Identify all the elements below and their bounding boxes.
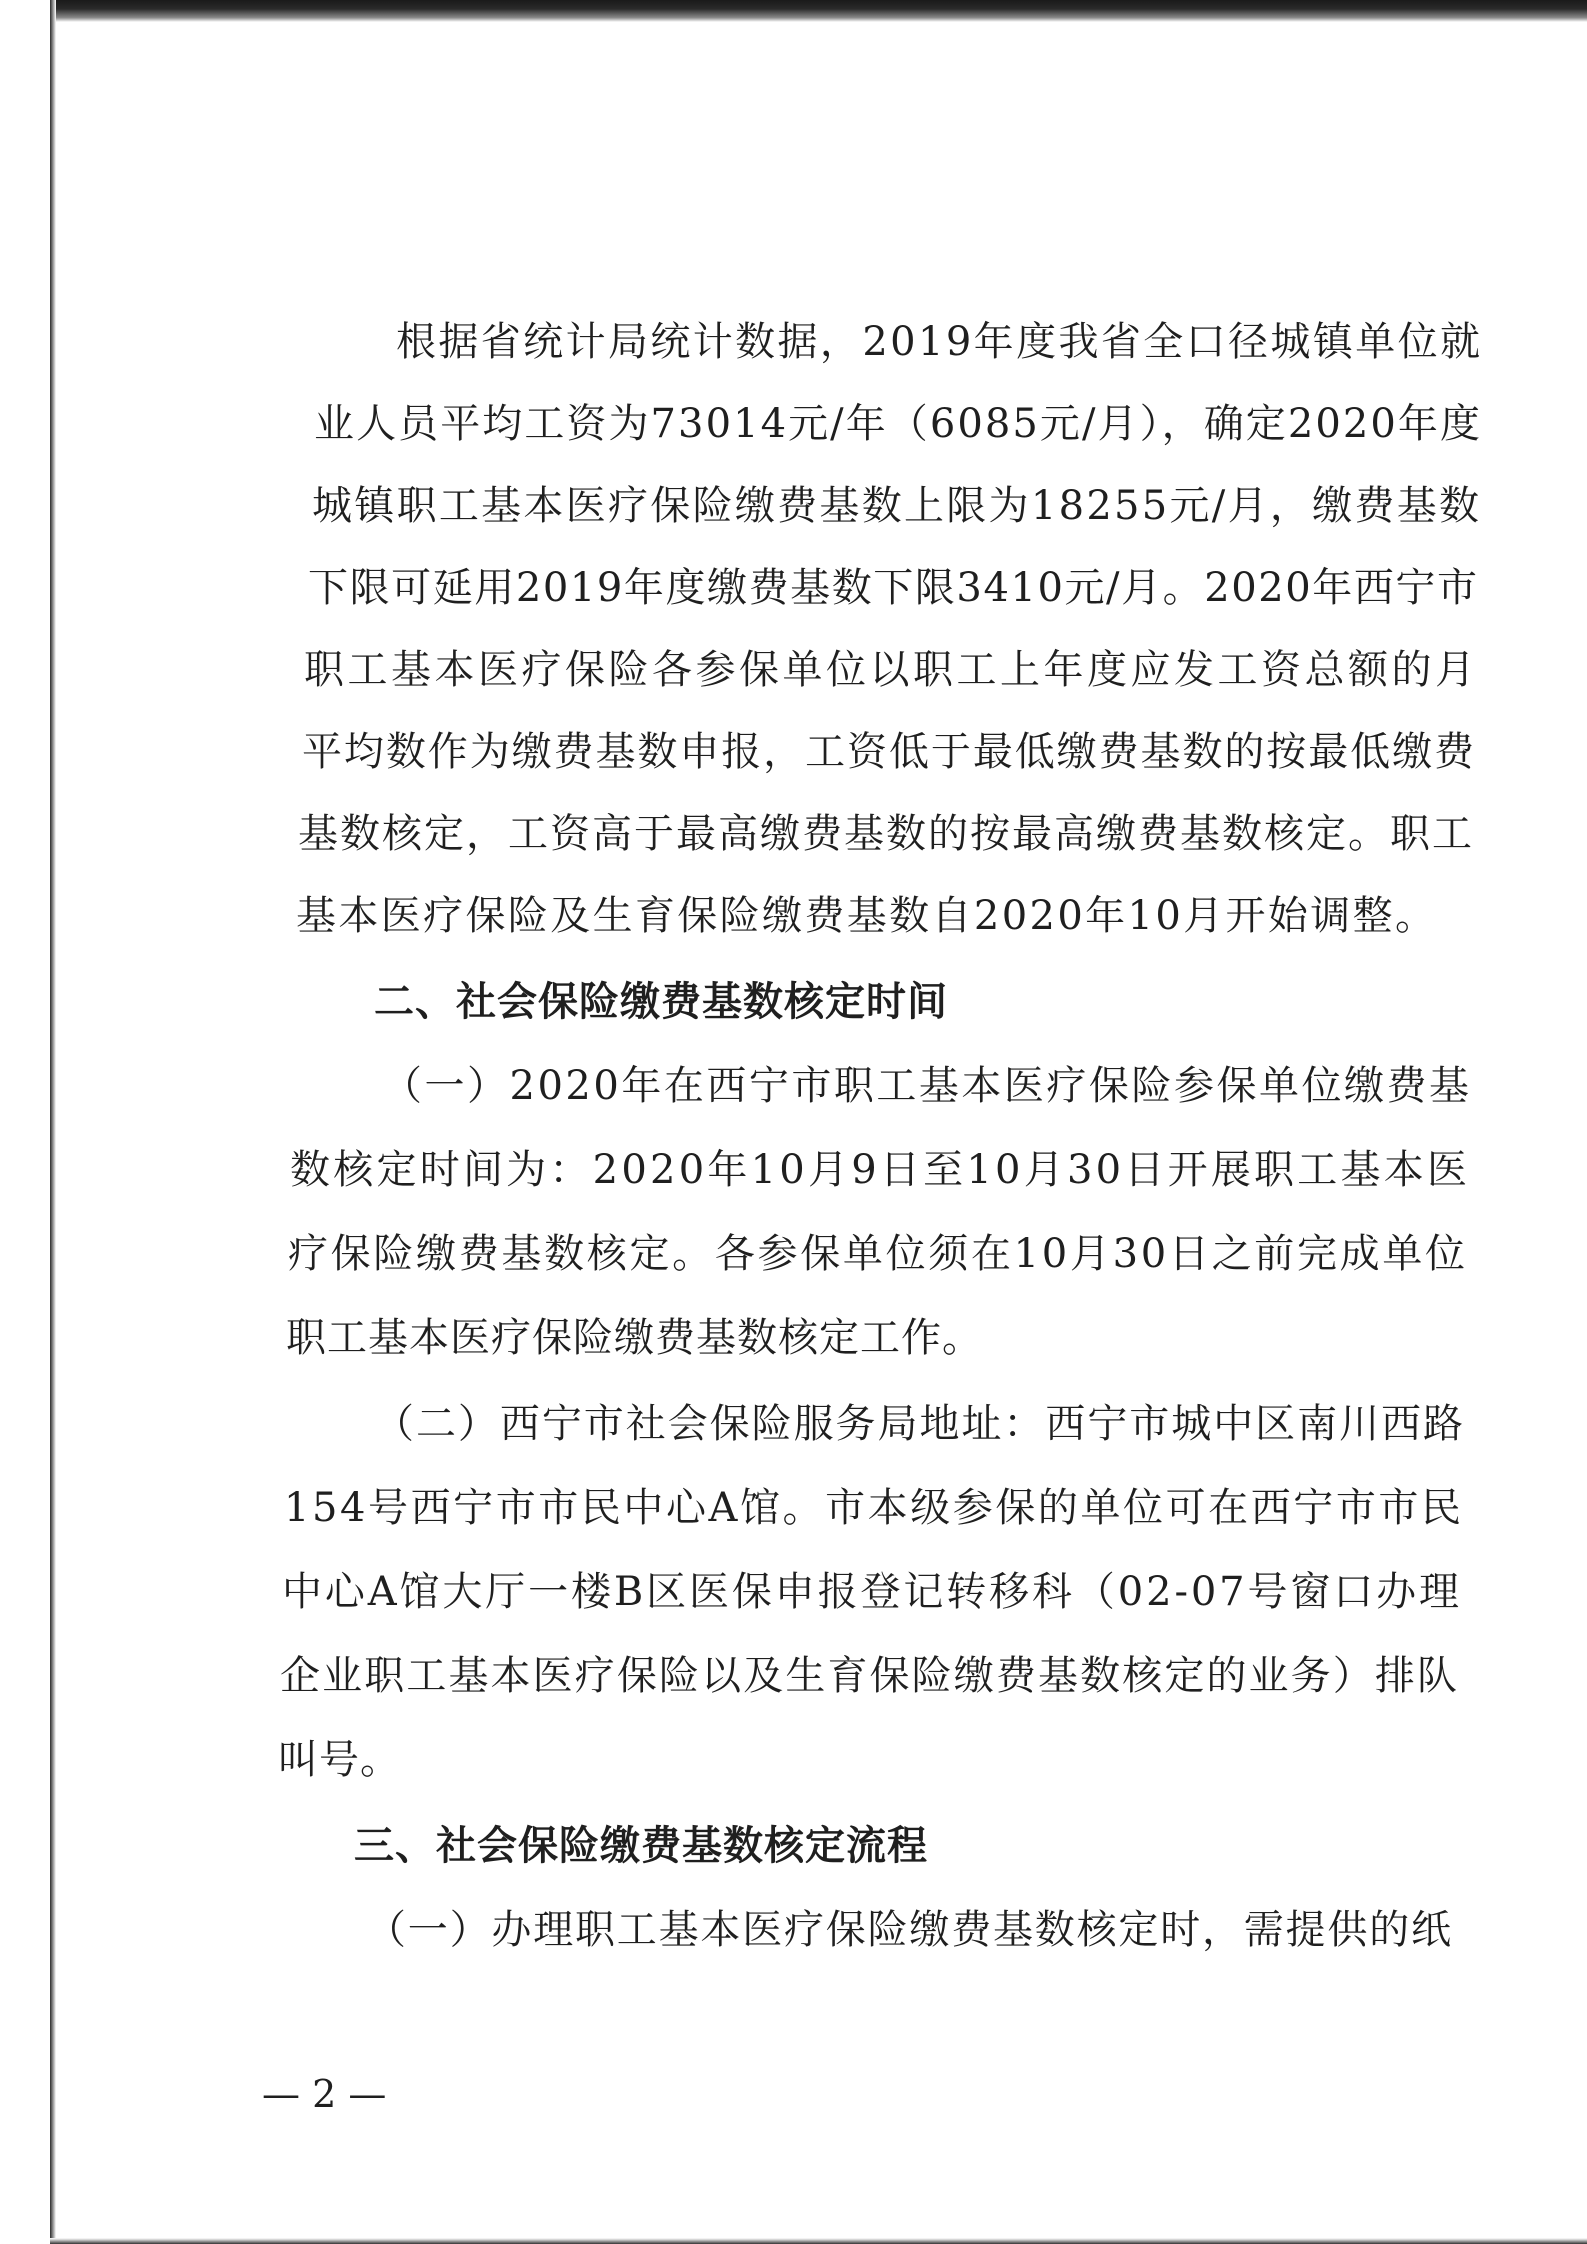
body-line-6: 平均数作为缴费基数申报，工资低于最低缴费基数的按最低缴费 — [302, 729, 1476, 775]
body-line-8: 基本医疗保险及生育保险缴费基数自2020年10月开始调整。 — [296, 893, 1438, 939]
section-heading-3: 三、社会保险缴费基数核定流程 — [354, 1823, 928, 1869]
body-line-10: 数核定时间为：2020年10月9日至10月30日开展职工基本医 — [290, 1147, 1471, 1193]
section-heading-2: 二、社会保险缴费基数核定时间 — [374, 979, 948, 1025]
body-line-2: 业人员平均工资为73014元/年（6085元/月），确定2020年度 — [314, 401, 1483, 447]
body-line-18: （一）办理职工基本医疗保险缴费基数核定时，需提供的纸 — [366, 1907, 1453, 1953]
body-line-7: 基数核定，工资高于最高缴费基数的按最高缴费基数核定。职工 — [298, 811, 1474, 857]
body-line-11: 疗保险缴费基数核定。各参保单位须在10月30日之前完成单位 — [288, 1231, 1468, 1277]
body-line-15: 中心A馆大厅一楼B区医保申报登记转移科（02-07号窗口办理 — [282, 1569, 1462, 1615]
body-line-17: 叫号。 — [278, 1737, 401, 1783]
body-line-9: （一）2020年在西宁市职工基本医疗保险参保单位缴费基 — [382, 1063, 1472, 1109]
body-line-12: 职工基本医疗保险缴费基数核定工作。 — [286, 1315, 983, 1361]
body-line-1: 根据省统计局统计数据，2019年度我省全口径城镇单位就 — [396, 319, 1483, 365]
body-line-3: 城镇职工基本医疗保险缴费基数上限为18255元/月，缴费基数 — [312, 483, 1482, 529]
body-line-16: 企业职工基本医疗保险以及生育保险缴费基数核定的业务）排队 — [280, 1653, 1460, 1699]
body-line-14: 154号西宁市市民中心A馆。市本级参保的单位可在西宁市市民 — [284, 1485, 1464, 1531]
page-number: — 2 — — [262, 2072, 387, 2116]
body-line-13: （二）西宁市社会保险服务局地址：西宁市城中区南川西路 — [374, 1401, 1465, 1447]
body-line-5: 职工基本医疗保险各参保单位以职工上年度应发工资总额的月 — [304, 647, 1479, 693]
body-line-4: 下限可延用2019年度缴费基数下限3410元/月。2020年西宁市 — [308, 565, 1479, 611]
